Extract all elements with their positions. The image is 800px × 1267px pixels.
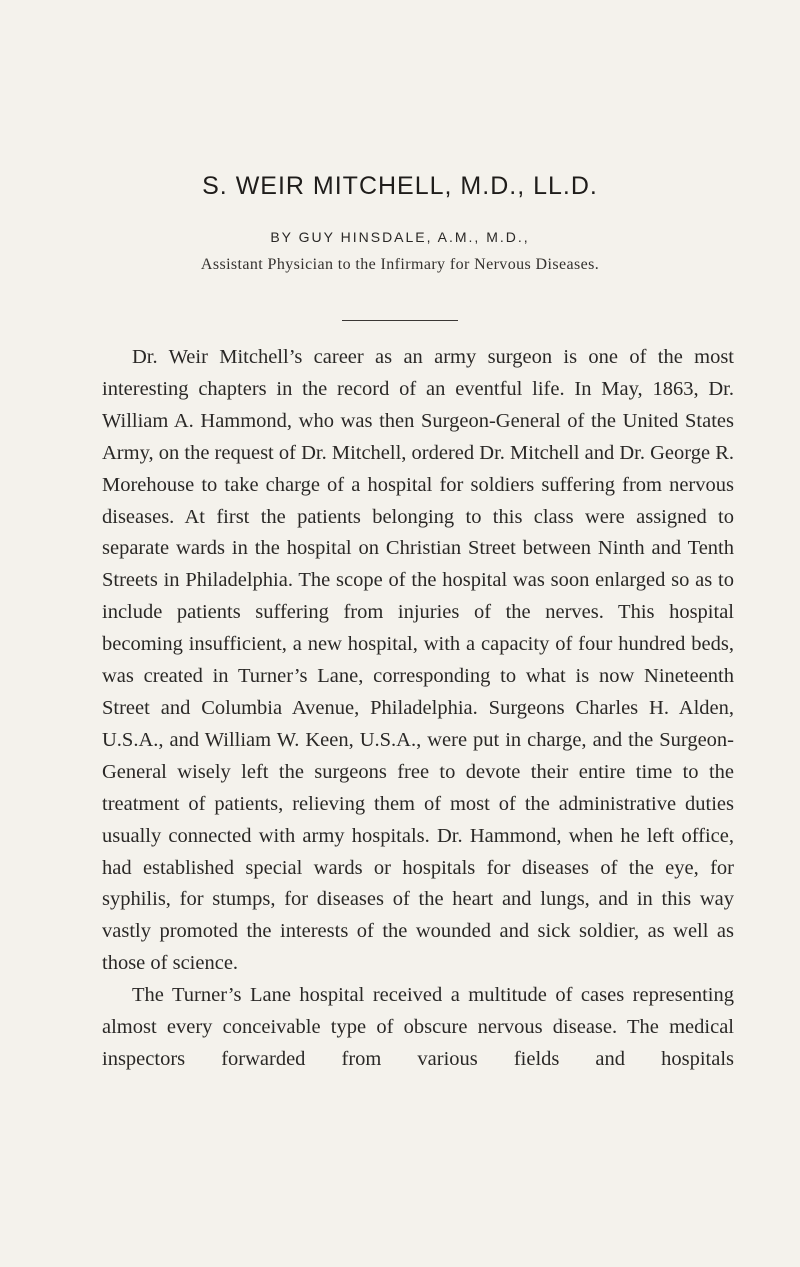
article-title: S. WEIR MITCHELL, M.D., LL.D. [202,172,598,200]
paragraph: Dr. Weir Mitchell’s career as an army surgeon is one of the most interesting chapters in the record of an eventful life. In May, 1863, Dr. William A. Hammond, who was then Surgeon-General of the United States Army, on the request of Dr. Mitchell, ordered Dr. Mitchell and Dr. George R. Morehouse to take charge of a hospital for soldiers suffering from nervous diseases. At first the patients belonging to this class were assigned to separate wards in the hospital on Christian Street between Ninth and Tenth Streets in Philadelphia. The scope of the hospital was soon enlarged so as to include patients suffering from injuries of the nerves. This hospital becoming insufficient, a new hospital, with a capacity of four hundred beds, was created in Turner’s Lane, corresponding to what is now Nineteenth Street and Columbia Avenue, Philadelphia. Surgeons Charles H. Alden, U.S.A., and William W. Keen, U.S.A., were put in charge, and the Surgeon-General wisely left the surgeons free to devote their entire time to the treatment of patients, relieving them of most of the administrative duties usually connected with army hospitals. Dr. Hammond, when he left office, had established special wards or hospitals for diseases of the eye, for syphilis, for stumps, for diseases of the heart and lungs, and in this way vastly promoted the interests of the wounded and sick soldier, as well as those of science. [102,346,734,975]
section-divider [342,320,458,321]
author-affiliation: Assistant Physician to the Infirmary for Nervous Diseases. [200,256,600,273]
article-body [102,342,734,1076]
paragraph: The Turner’s Lane hospital received a multitude of cases representing almost every conceivable type of obscure nervous disease. The medical inspectors forwarded from various fields and hospitals [102,984,734,1070]
author-byline: BY GUY HINSDALE, A.M., M.D., [270,229,530,245]
